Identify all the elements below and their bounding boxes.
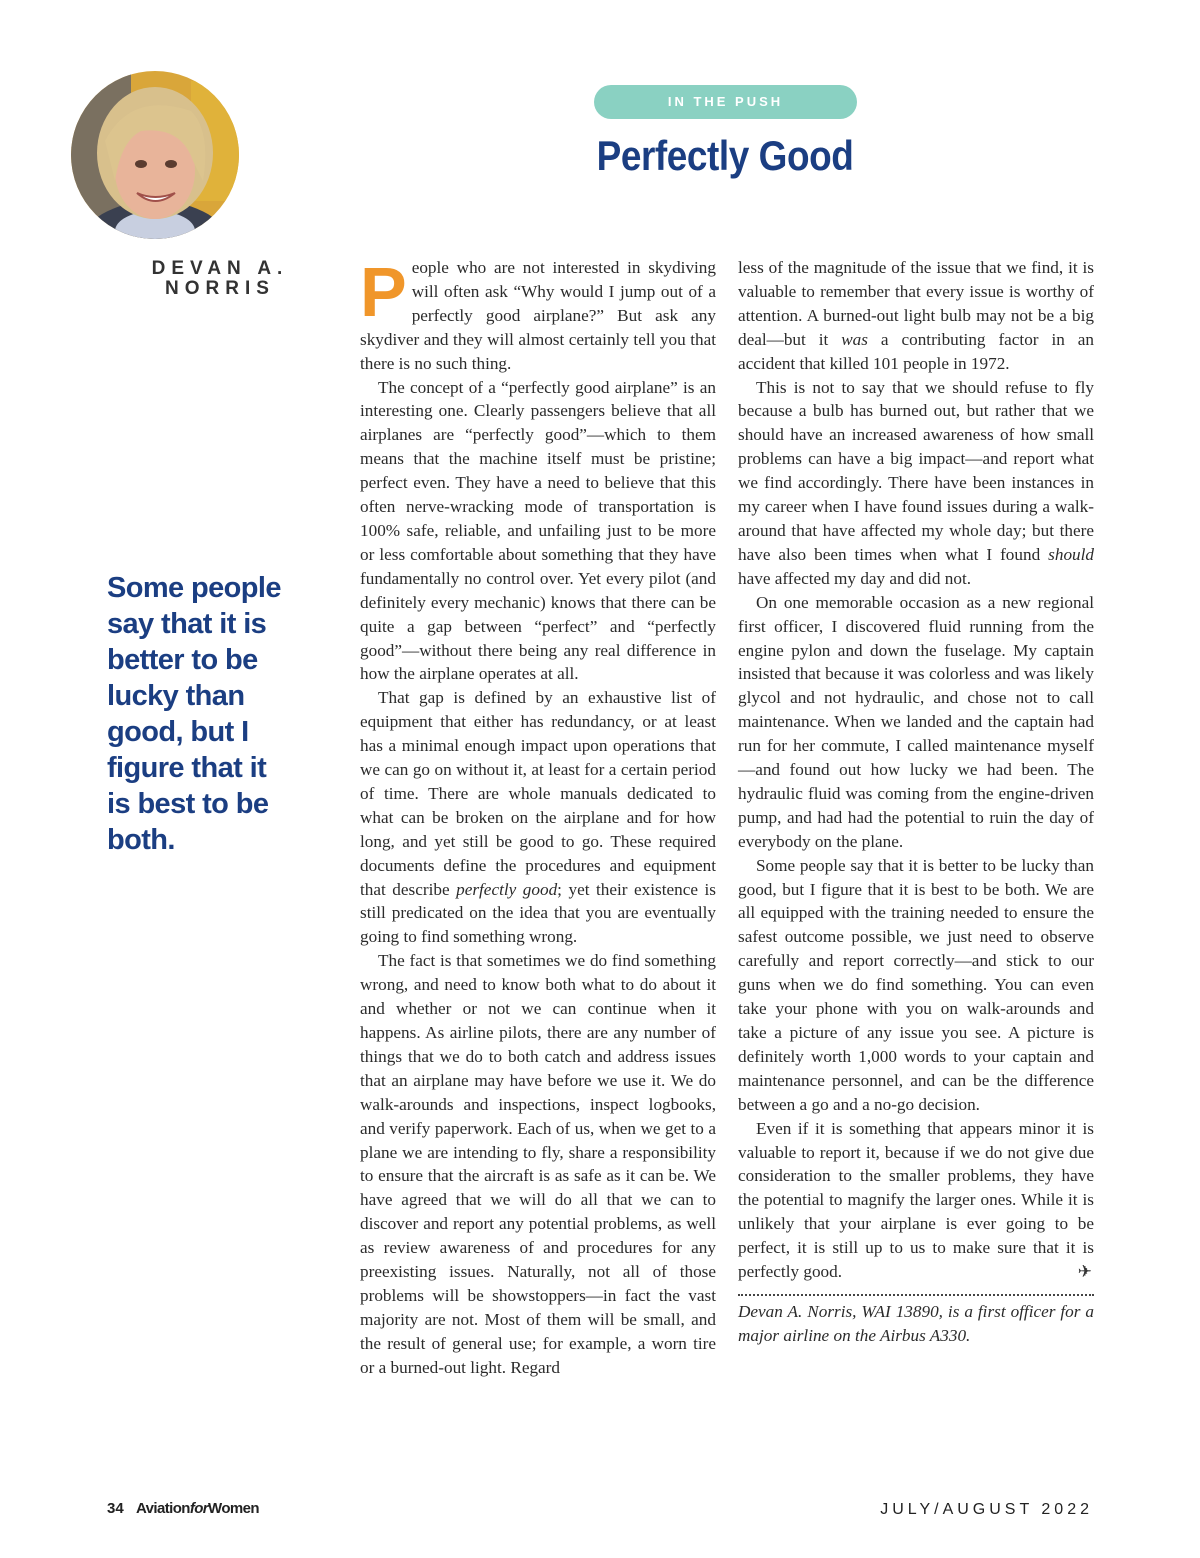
brand-part-2: for (189, 1500, 209, 1517)
article-paragraph-2: The concept of a “perfectly good airplane” is an interesting one. Clearly passengers believe that all airplanes are “perfectly good”—which to them means that the machine itself must be pristine; perfect even. They have a need to believe that this often nerve-wracking mode of transportation is 100% safe, reliable, and unfailing just to be more or less comfortable about something that they have fundamentally no control over. Yet every pilot (and definitely every mechanic) knows that there can be quite a gap between “perfect” and “perfectly good”—without there being any real difference in how the airplane operates at all. (360, 377, 716, 684)
author-name (120, 259, 320, 299)
article-paragraph-8 (738, 1117, 1094, 1284)
paragraph-5-emphasis: should (1048, 544, 1094, 564)
paragraph-3-text-b: ; yet their existence is still predicated on the idea that you are eventually going to find something wrong. (360, 879, 716, 947)
airplane-icon: ✈ (1077, 1262, 1092, 1282)
article-column-2 (738, 256, 1094, 1348)
paragraph-4-cont-emphasis: was (841, 329, 868, 349)
article-paragraph-7: Some people say that it is better to be lucky than good, but I figure that it is best to be both. We are all equipped with the training needed to ensure the safest outcome possible, we just need to observe carefully and report correctly—and stick to our guns when we do find something. You can even take your phone with you on walk-arounds and take a picture of any issue you see. A picture is definitely worth 1,000 words to your captain and maintenance personnel, and can be the difference between a go and a no-go decision. (738, 855, 1094, 1114)
paragraph-1-text: eople who are not interested in skydiving will often ask “Why would I jump out of a perfectly good airplane?” But ask any skydiver and they will almost certainly tell you that there is no such thing. (360, 258, 716, 373)
author-name-line-2: NORRIS (165, 278, 275, 299)
article-paragraph-5 (738, 376, 1094, 591)
paragraph-3-text-a: That gap is defined by an exhaustive list of equipment that either has redundancy, or at least has a minimal enough impact upon operations that we can go on without it, at least for a certain period of time. There are whole manuals dedicated to what can be broken on the airplane and for how long, and yet still be good to go. These required documents define the procedures and equipment that describe (360, 688, 716, 899)
issue-date: JULY/AUGUST 2022 (880, 1501, 1093, 1518)
article-paragraph-6: On one memorable occasion as a new regional first officer, I discovered fluid running from the engine pylon and down the fuselage. My captain insisted that because it was colorless and was likely glycol and not hydraulic, and chose not to call maintenance. When we landed and the captain had run for her commute, I called maintenance myself—and found out how lucky we had been. The hydraulic fluid was coming from the engine-driven pump, and had had the potential to ruin the day of everybody on the plane. (738, 592, 1094, 851)
article-paragraph-1 (360, 253, 716, 376)
drop-cap: P (360, 253, 407, 331)
author-photo (71, 71, 239, 239)
magazine-brand (136, 1500, 259, 1517)
paragraph-8-text: Even if it is something that appears minor it is valuable to report it, because if we do not give due consideration to the smaller problems, they have the potential to magnify the larger ones. While it is unlikely that your airplane is ever going to be perfect, it is still up to us to make sure that it is perfectly good. (738, 1118, 1094, 1282)
brand-part-3: Women (208, 1500, 259, 1517)
paragraph-3-emphasis: perfectly good (456, 879, 558, 899)
paragraph-5-text-b: have affected my day and did not. (738, 568, 972, 588)
author-bio: Devan A. Norris, WAI 13890, is a first officer for a major airline on the Airbus A330. (738, 1301, 1094, 1345)
brand-part-1: Aviation (136, 1500, 190, 1517)
author-portrait-image (71, 71, 239, 239)
article-paragraph-4-continued (738, 256, 1094, 376)
paragraph-5-text-a: This is not to say that we should refuse to fly because a bulb has burned out, but rather that we should have an increased awareness of how small problems can have a big impact—and report what we find accordingly. There have been instances in my career when I have found issues during a walk-around that have affected my whole day; but there have also been times when what I found (738, 377, 1094, 564)
article-headline: Perfectly Good (596, 132, 854, 179)
article-column-1 (360, 253, 716, 1380)
paragraph-4-cont-text-a: less of the magnitude of the issue that we find, it is valuable to remember that every issue is worthy of attention. A burned-out light bulb may not be a big deal—but it (738, 258, 1094, 349)
article-paragraph-3 (360, 686, 716, 949)
article-paragraph-4: The fact is that sometimes we do find something wrong, and need to know both what to do about it and whether or not we can continue when it happens. As airline pilots, there are any number of things that we do to both catch and address issues that an airplane may have before we use it. We do walk-arounds and inspections, inspect logbooks, and verify paperwork. Each of us, when we get to a plane we are intending to fly, share a responsibility to ensure that the aircraft is as safe as it can be. We have agreed that we will do all that we can to discover and report any potential problems, as well as review awareness of and procedures for any preexisting issues. Naturally, not all of those problems will be showstoppers—in fact the vast majority are not. Most of them will be small, and the result of general use; for example, a worn tire or a burned-out light. Regard (360, 951, 716, 1377)
pull-quote: Some people say that it is better to be lucky than good, but I figure that it is best to be both. (107, 572, 281, 856)
page-number: 34 (107, 1500, 124, 1517)
paragraph-4-cont-text-b: a contributing factor in an accident that killed 101 people in 1972. (738, 329, 1094, 373)
bio-divider (738, 1294, 1094, 1296)
section-label: IN THE PUSH (594, 85, 857, 119)
author-name-line-1: DEVAN A. (151, 258, 289, 279)
